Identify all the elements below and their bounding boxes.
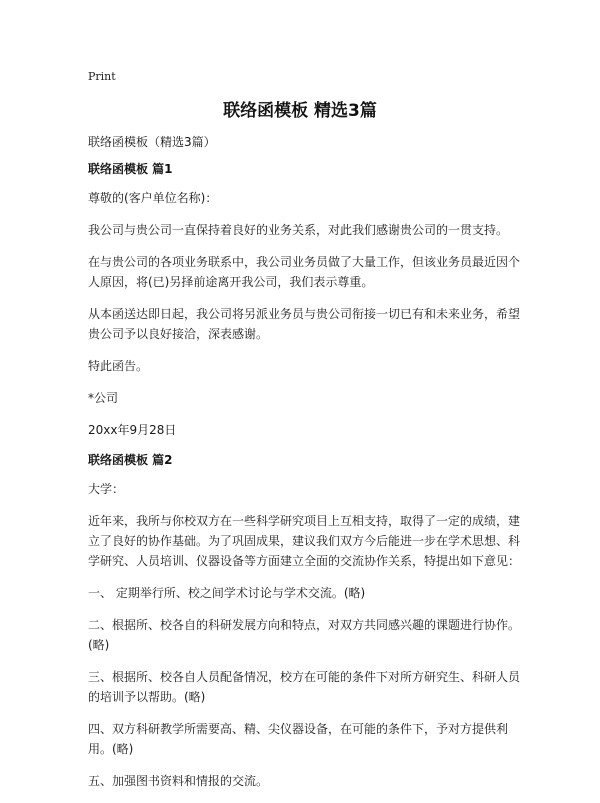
section-2-heading: 联络函模板 篇2 bbox=[88, 453, 173, 467]
section-1-paragraph: 在与贵公司的各项业务联系中，我公司业务员做了大量工作，但该业务员最近因个人原因，将(已)另择前途离开我公司，我们表示尊重。 bbox=[88, 255, 521, 289]
document-title: 联络函模板 精选3篇 bbox=[223, 101, 377, 121]
section-1-closing: 特此函告。 bbox=[88, 359, 149, 373]
section-2-paragraph: 近年来，我所与你校双方在一些科学研究项目上互相支持，取得了一定的成绩，建立了良好的协作基础。为了巩固成果，建议我们双方今后能进一步在学术思想、科学研究、人员培训、仪器设备等方面建立全面的交流协作关系，特提出如下意见： bbox=[88, 514, 521, 568]
section-2-list-item: 一、 定期举行所、校之间学术讨论与学术交流。(略) bbox=[88, 586, 366, 600]
section-2-list-item: 四、双方科研教学所需要高、精、尖仪器设备，在可能的条件下，予对方提供利用。(略) bbox=[88, 722, 509, 756]
section-1-date: 20xx年9月28日 bbox=[88, 423, 177, 437]
section-1-salutation: 尊敬的(客户单位名称)： bbox=[88, 191, 218, 205]
document-subtitle: 联络函模板（精选3篇） bbox=[88, 135, 216, 149]
section-1-paragraph: 从本函送达即日起，我公司将另派业务员与贵公司衔接一切已有和未来业务，希望贵公司予以良好接洽，深表感谢。 bbox=[88, 307, 521, 341]
section-2-list-item: 三、根据所、校各自人员配备情况，校方在可能的条件下对所方研究生、科研人员的培训予以帮助。(略) bbox=[88, 670, 521, 704]
section-1-signature: *公司 bbox=[88, 391, 119, 405]
print-label: Print bbox=[88, 70, 116, 83]
document-body bbox=[88, 134, 522, 803]
section-1-paragraph: 我公司与贵公司一直保持着良好的业务关系，对此我们感谢贵公司的一贯支持。 bbox=[88, 223, 509, 237]
section-2-salutation: 大学： bbox=[88, 482, 125, 496]
section-2-list-item: 五、加强图书资料和情报的交流。 bbox=[88, 774, 269, 788]
section-2-list-item: 二、根据所、校各自的科研发展方向和特点，对双方共同感兴趣的课题进行协作。(略) bbox=[88, 618, 521, 652]
section-1-heading: 联络函模板 篇1 bbox=[88, 162, 173, 176]
